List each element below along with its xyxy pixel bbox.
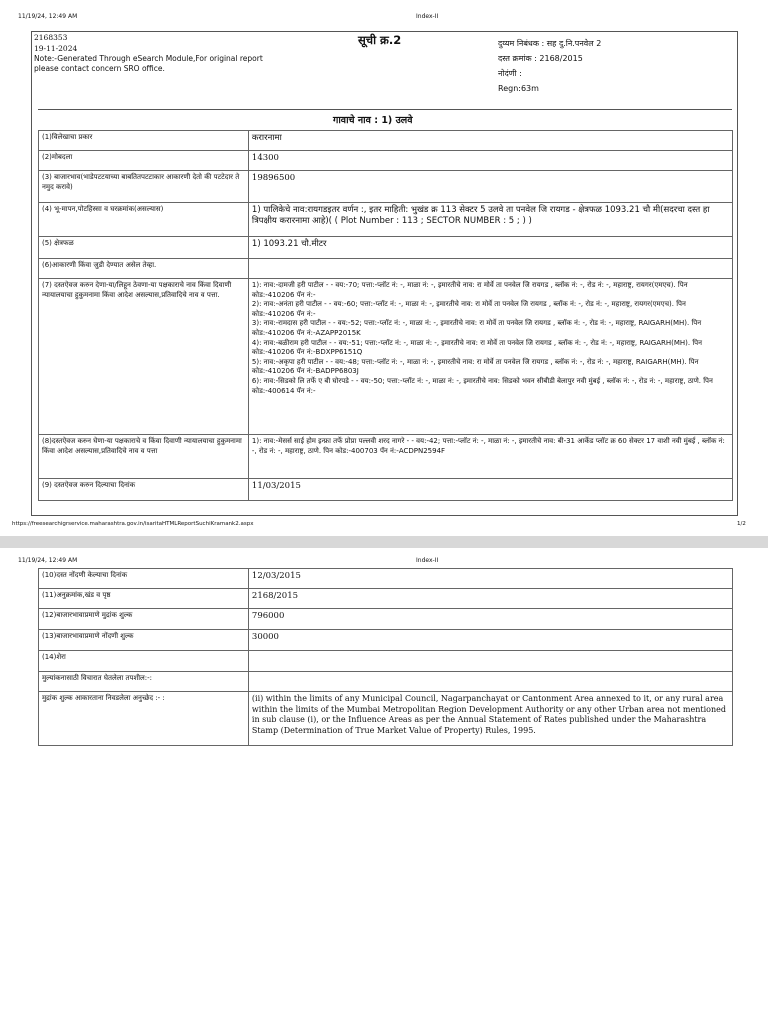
print-title: Index-II bbox=[416, 13, 439, 20]
page-number: 1/2 bbox=[737, 521, 746, 527]
sub-registrar-office: दुय्यम निबंधक : सह दु.नि.पनवेल 2 bbox=[498, 39, 602, 48]
table-row bbox=[39, 131, 733, 151]
party-entry: 6): नाव:-सिडको लि तर्फे ए बी घोरपडे - - वय:-50; पत्ता:-प्लॉट नं: -, माळा नं: -, इमारतीचे नाव: सिडको भवन सीबीडी बेलापुर नवी मुंबई , ब्लॉक नं: -, रोड नं: -, महाराष्ट्र, ठाणे. पिन कोड:-400614 पॅन नं:- bbox=[251, 376, 716, 395]
document-date: 19-11-2024 bbox=[34, 43, 78, 53]
village-title: गावाचे नाव : 1) उलवे bbox=[333, 115, 413, 126]
row-label: (12)बाजारभावाप्रमाणे मुद्रांक शुल्क bbox=[39, 609, 249, 630]
table-row bbox=[39, 259, 733, 279]
row-label: (4) भू-मापन,पोटहिस्सा व घरक्रमांक(असल्यास) bbox=[39, 203, 249, 237]
document-info bbox=[34, 33, 274, 73]
table-row bbox=[39, 609, 733, 630]
document-number: 2168353 bbox=[34, 33, 68, 42]
row-value: करारनामा bbox=[248, 131, 732, 151]
table-row bbox=[39, 692, 733, 746]
party-entry: 4): नाव:-बळीराम हरी पाटील - - वय:-51; पत्ता:-प्लॉट नं: -, माळा नं: -, इमारतीचे नाव: रा मोर्वे ता पनवेल जि रायगड , ब्लॉक नं: -, रोड नं: -, महाराष्ट्र, RAIGARH(MH). पिन कोड:-410206 पॅन नं:-BDXPP6151Q bbox=[251, 338, 705, 357]
party-entry: 2): नाव:-अनंता हरी पाटील - - वय:-60; पत्ता:-प्लॉट नं: -, माळा नं: -, इमारतीचे नाव: रा मोर्वे ता पनवेल जि रायगड , ब्लॉक नं: -, रोड नं: -, महाराष्ट्र, रायगर(एमएच). पिन कोड:-410206 पॅन नं:- bbox=[251, 300, 689, 318]
page-2 bbox=[0, 548, 768, 1024]
esearch-note: Note:-Generated Through eSearch Module,For original report please contact concern SRO office. bbox=[34, 54, 263, 73]
table-row bbox=[39, 569, 733, 589]
row-value: 1) 1093.21 चौ.मीटर bbox=[248, 237, 732, 259]
party-entry: 5): नाव:-अकृपा हरी पाटील - - वय:-48; पत्ता:-प्लॉट नं: -, माळा नं: -, इमारतीचे नाव: रा मोर्वे ता पनवेल जि रायगड , ब्लॉक नं: -, रोड नं: -, महाराष्ट्र, RAIGARH(MH). पिन कोड:-410206 पॅन नं:-BADPP6803J bbox=[251, 357, 701, 376]
table-row bbox=[39, 435, 733, 479]
row-value: 12/03/2015 bbox=[248, 569, 732, 589]
table-row bbox=[39, 589, 733, 609]
document-serial: दस्त क्रमांक : 2168/2015 bbox=[498, 54, 583, 63]
row-value: 1) पालिकेचे नाव:रायगडइतर वर्णन :, इतर माहिती: भुखंड क्र 113 सेक्टर 5 उलवे ता पनवेल जि रायगड - क्षेत्रफळ 1093.21 चौ मी(सदरचा दस्त हा त्रिपक्षीय करारनामा आहे)( ( Plot Number : 113 ; SECTOR NUMBER : 5 ; ) ) bbox=[248, 203, 732, 237]
table-row bbox=[39, 279, 733, 435]
row-label: मुद्रांक शुल्क आकारताना निवडलेला अनुच्छेद :- : bbox=[39, 692, 249, 746]
party-entry: 3): नाव:-रामदास हरी पाटील - - वय:-52; पत्ता:-प्लॉट नं: -, माळा नं: -, इमारतीचे नाव: रा मोर्वे ता पनवेल जि रायगड , ब्लॉक नं: -, रोड नं: -, महाराष्ट्र, RAIGARH(MH). पिन कोड:-410206 पॅन नं:-AZAPP2015K bbox=[251, 319, 704, 337]
index-title: सूची क्र.2 bbox=[358, 33, 402, 47]
row-label: (13)बाजारभावाप्रमाणे नोंदणी शुल्क bbox=[39, 630, 249, 651]
row-label: मुल्यांकनासाठी विचारात घेतलेला तपशील:-: bbox=[39, 672, 249, 692]
row-label: (7) दस्तऐवज करुन देणा-या/लिहून ठेवणा-या पक्षकाराचे नाव किंवा दिवाणी न्यायालयाचा हुकुमनामा किंवा आदेश असल्यास,प्रतिवादिचे नाव व पत्ता. bbox=[39, 279, 249, 435]
registration-info bbox=[498, 36, 601, 96]
print-title: Index-II bbox=[416, 557, 439, 564]
table-row bbox=[39, 630, 733, 651]
row-label: (11)अनुक्रमांक,खंड व पृष्ठ bbox=[39, 589, 249, 609]
table-row bbox=[39, 479, 733, 501]
row-label: (2)मोबदला bbox=[39, 151, 249, 171]
page-url: https://freesearchigrservice.maharashtra.gov.in/isaritaHTMLReportSuchiKramank2.aspx bbox=[12, 521, 254, 527]
row-value: 14300 bbox=[248, 151, 732, 171]
regn-code: Regn:63m bbox=[498, 84, 539, 93]
row-label: (3) बाजारभाव(भाडेपटटयाच्या बाबतितपटटाकार आकारणी देतो की पटटेदार ते नमुद करावे) bbox=[39, 171, 249, 203]
row-value: 30000 bbox=[248, 630, 732, 651]
row-value: 1): नाव:-मेसर्स साई होम इन्फ्रा तर्फे प्रोप्रा पल्लवी शरद नागरे - - वय:-42; पत्ता:-प्लॉट नं: -, माळा नं: -, इमारतीचे नाव: बी-31 आर्केड प्लॉट क्र 60 सेक्टर 17 वाशी नवी मुंबई , ब्लॉक नं: -, रोड नं: -, महाराष्ट्र, ठाणे. पिन कोड:-400703 पॅन नं:-ACDPN2594F bbox=[248, 435, 732, 479]
index-table-page-1 bbox=[38, 130, 733, 501]
print-timestamp: 11/19/24, 12:49 AM bbox=[18, 557, 78, 564]
party-entry: 1): नाव:-दामजी हरी पाटील - - वय:-70; पत्ता:-प्लॉट नं: -, माळा नं: -, इमारतीचे नाव: रा मोर्वे ता पनवेल जि रायगड , ब्लॉक नं: -, रोड नं: -, महाराष्ट्र, रायगर(एमएच). पिन कोड:-410206 पॅन नं:- bbox=[251, 281, 690, 299]
row-value: 19896500 bbox=[248, 171, 732, 203]
row-label: (8)दस्तऐवज करुन घेणा-या पक्षकाराचे व किंवा दिवाणी न्यायालयाचा हुकुमनामा किंवा आदेश असल्यास,प्रतिवादिचे नाव व पत्ता bbox=[39, 435, 249, 479]
party-list bbox=[248, 279, 732, 435]
registration-label: नोदंणी : bbox=[498, 69, 522, 78]
stamp-article-text: (ii) within the limits of any Municipal Council, Nagarpanchayat or Cantonment Area annexed to it, or any rural area within the limits of the Mumbai Metropolitan Region Development Authority or any other Urban area not mentioned in sub clause (i), or the Influence Areas as per the Annual Statement of Rates published under the Maharashtra Stamp (Determination of True Market Value of Property) Rules, 1995. bbox=[248, 692, 732, 746]
table-row bbox=[39, 203, 733, 237]
table-row bbox=[39, 171, 733, 203]
table-row bbox=[39, 651, 733, 672]
row-label: (10)दस्त नोंदणी केल्याचा दिनांक bbox=[39, 569, 249, 589]
row-label: (9) दस्तऐवज करुन दिल्याचा दिनांक bbox=[39, 479, 249, 501]
print-timestamp: 11/19/24, 12:49 AM bbox=[18, 13, 78, 20]
row-value bbox=[248, 259, 732, 279]
row-value: 796000 bbox=[248, 609, 732, 630]
table-row bbox=[39, 151, 733, 171]
row-value bbox=[248, 651, 732, 672]
row-label: (14)शेरा bbox=[39, 651, 249, 672]
row-label: (6)आकारणी किंवा जुडी देण्यात असेल तेव्हा. bbox=[39, 259, 249, 279]
row-value bbox=[248, 672, 732, 692]
row-value: 2168/2015 bbox=[248, 589, 732, 609]
row-label: (1)विलेखाचा प्रकार bbox=[39, 131, 249, 151]
table-row bbox=[39, 237, 733, 259]
table-row bbox=[39, 672, 733, 692]
row-value: 11/03/2015 bbox=[248, 479, 732, 501]
index-table-page-2 bbox=[38, 568, 733, 746]
row-label: (5) क्षेत्रफळ bbox=[39, 237, 249, 259]
